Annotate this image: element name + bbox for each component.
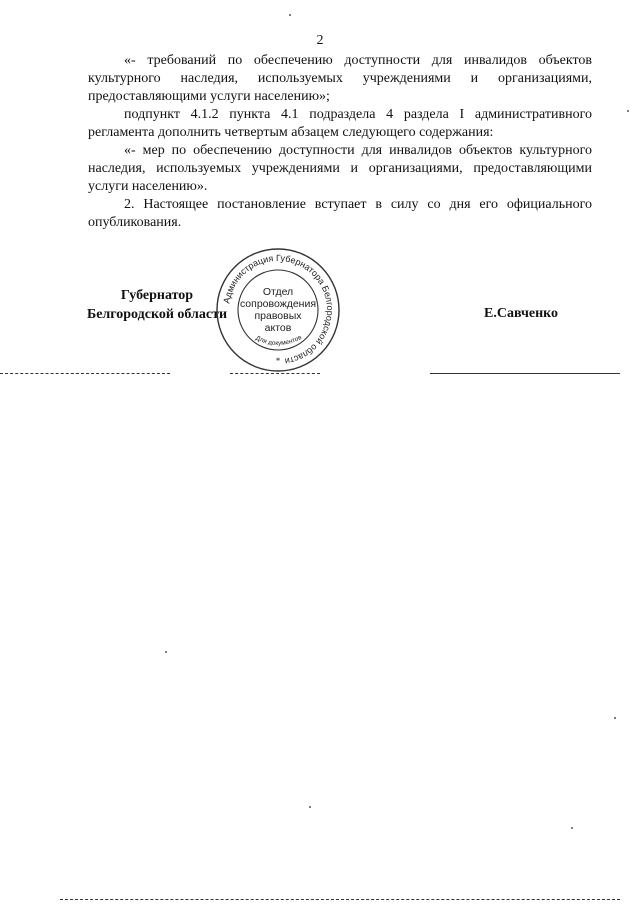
stamp-star-icon: * [275,356,281,366]
scan-line [430,373,620,374]
scan-speck [614,717,616,719]
paragraph-3: «- мер по обеспечению доступности для инвалидов объектов культурного наследия, используемых учреждениями и организациями, предоставляющими услуги населению». [88,143,592,194]
signatory-title-line1: Губернатор [120,288,194,303]
signatory-title-line2: Белгородской области [86,307,228,322]
document-body [88,52,592,232]
page-number: 2 [316,33,324,48]
scan-speck [165,651,167,653]
signatory-name: Е.Савченко [484,306,559,321]
paragraph-4: 2. Настоящее постановление вступает в силу со дня его официального опубликования. [88,197,592,230]
scan-line [230,373,320,374]
scan-line [60,899,620,900]
scan-speck [289,14,291,16]
stamp-bottom-text: Для документов [254,334,303,348]
scan-line [0,373,170,374]
stamp-ring-text: Администрация Губернатора Белгородской области [221,252,336,367]
paragraph-2: подпункт 4.1.2 пункта 4.1 подраздела 4 раздела I административного регламента дополнить четвертым абзацем следующего содержания: [88,107,592,140]
stamp-center-line1: Отдел [262,286,294,298]
scan-speck [627,110,629,112]
svg-text:Для документов [254,334,303,347]
scan-speck [571,827,573,829]
scan-speck [309,806,311,808]
stamp-center-line3: правовых [254,310,302,322]
official-stamp [214,246,342,374]
signatory-title [82,286,232,324]
stamp-center-text [214,286,342,334]
paragraph-1: «- требований по обеспечению доступности для инвалидов объектов культурного наследия, используемых учреждениями и организациями, предоставляющими услуги населению»; [88,53,592,104]
stamp-center-line2: сопровождения [239,298,317,310]
stamp-center-line4: актов [264,322,292,334]
